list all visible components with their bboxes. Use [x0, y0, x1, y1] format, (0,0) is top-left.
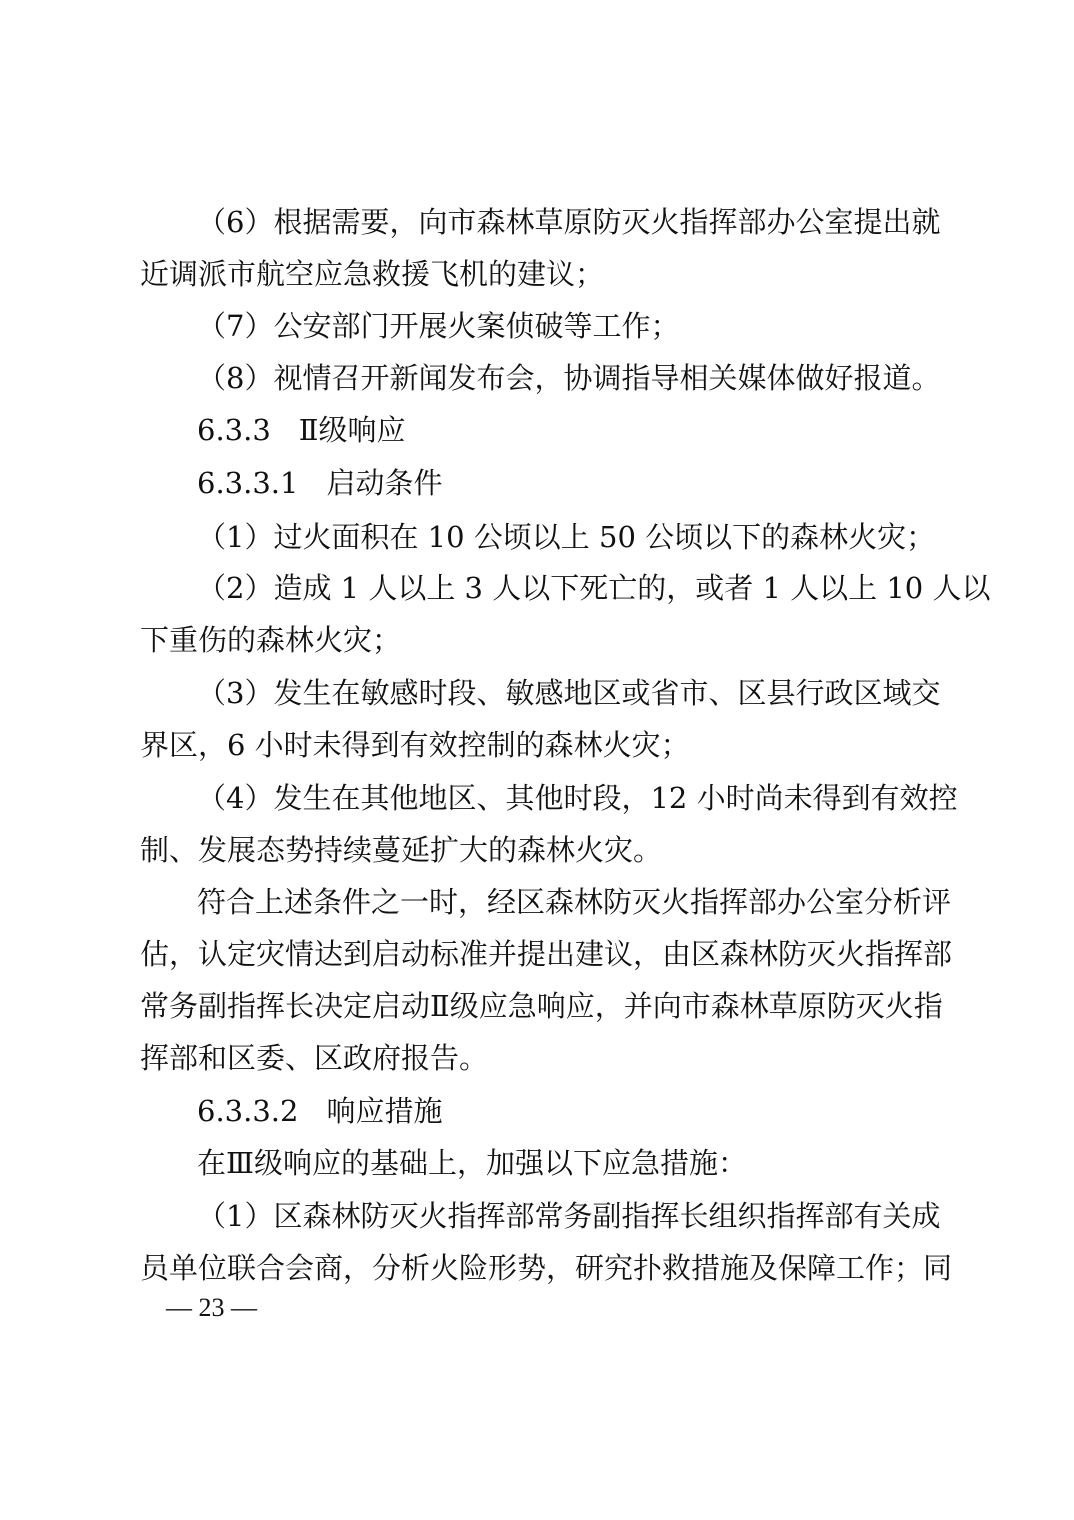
section-title: 响应措施 — [326, 1094, 443, 1128]
section-title: 启动条件 — [326, 466, 443, 500]
paragraph-line: （1）区森林防灭火指挥部常务副指挥长组织指挥部有关成 — [197, 1199, 941, 1233]
paragraph-line: 界区，6 小时未得到有效控制的森林火灾； — [140, 728, 690, 762]
section-title: Ⅱ级响应 — [298, 413, 406, 447]
paragraph-line: 常务副指挥长决定启动Ⅱ级应急响应，并向市森林草原防灭火指 — [140, 989, 943, 1023]
paragraph-line: 符合上述条件之一时，经区森林防灭火指挥部办公室分析评 — [197, 885, 952, 919]
paragraph-line: 下重伤的森林火灾； — [140, 623, 402, 657]
paragraph-line: （6）根据需要，向市森林草原防灭火指挥部办公室提出就 — [197, 205, 941, 239]
section-heading — [197, 1091, 940, 1131]
paragraph-line: （2）造成 1 人以上 3 人以下死亡的，或者 1 人以上 10 人以 — [197, 571, 991, 605]
paragraph-line: 估，认定灾情达到启动标准并提出建议，由区森林防灭火指挥部 — [140, 937, 953, 971]
paragraph-line: 在Ⅲ级响应的基础上，加强以下应急措施： — [197, 1146, 747, 1180]
section-heading — [197, 463, 940, 503]
paragraph-line: （7）公安部门开展火案侦破等工作； — [197, 309, 680, 343]
paragraph-line: 近调派市航空应急救援飞机的建议； — [140, 257, 605, 291]
section-heading — [197, 410, 940, 450]
paragraph-line: （4）发生在其他地区、其他时段，12 小时尚未得到有效控 — [197, 781, 958, 815]
paragraph-line: （8）视情召开新闻发布会，协调指导相关媒体做好报道。 — [197, 361, 941, 395]
paragraph-line: 员单位联合会商，分析火险形势，研究扑救措施及保障工作；同 — [140, 1251, 953, 1285]
paragraph-line: （3）发生在敏感时段、敏感地区或省市、区县行政区域交 — [197, 676, 941, 710]
paragraph-line: 挥部和区委、区政府报告。 — [140, 1041, 489, 1075]
section-number: 6.3.3.2 — [197, 1094, 299, 1128]
section-number: 6.3.3 — [197, 413, 271, 447]
paragraph-line: （1）过火面积在 10 公顷以上 50 公顷以下的森林火灾； — [197, 520, 936, 554]
section-number: 6.3.3.1 — [197, 466, 299, 500]
page-number: — 23 — — [166, 1293, 257, 1322]
paragraph-line: 制、发展态势持续蔓延扩大的森林火灾。 — [140, 833, 663, 867]
